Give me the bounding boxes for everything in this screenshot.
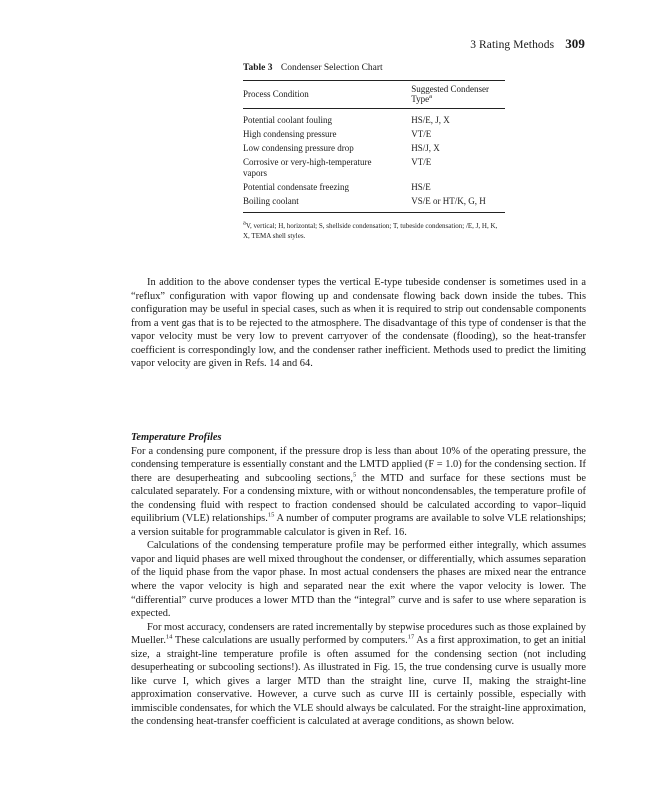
- reference-marker: 5: [352, 471, 357, 479]
- section-heading: Temperature Profiles: [131, 432, 222, 443]
- table-cell: HS/E, J, X: [411, 115, 450, 125]
- footnote-marker: a: [243, 219, 246, 227]
- table-cell: Low condensing pressure drop: [243, 142, 354, 153]
- table-row: [243, 141, 505, 155]
- body-text-top: [131, 276, 586, 371]
- table-row: [243, 127, 505, 141]
- table-row: [243, 180, 505, 194]
- condenser-selection-table: [243, 63, 505, 241]
- table-row: [243, 194, 505, 212]
- reference-marker: 17: [407, 633, 415, 641]
- paragraph-pure-component: [131, 445, 586, 540]
- table-cell: VT/E: [411, 156, 432, 167]
- table-footnote: [243, 221, 505, 241]
- table-caption: [243, 63, 505, 73]
- paragraph-incremental-rating: [131, 621, 586, 729]
- table-title: Condenser Selection Chart: [280, 63, 383, 73]
- table-cell: Corrosive or very-high-temperature vapors: [243, 156, 372, 178]
- table-row: [243, 109, 505, 128]
- table-header-row: [243, 81, 505, 109]
- reference-marker: 14: [165, 633, 173, 641]
- page-number: 309: [565, 36, 585, 51]
- paragraph-text: A number of computer programs are available to solve VLE relationships; a version suitable for programmable calculator is given in Ref. 16.: [131, 513, 586, 538]
- column-header-type: [399, 81, 505, 109]
- table-cell: VT/E: [411, 128, 432, 139]
- column-header-type-text: Suggested Condenser Type: [411, 84, 490, 104]
- reference-marker: 15: [267, 511, 275, 519]
- running-title: 3 Rating Methods: [470, 39, 555, 51]
- table-cell: Potential condensate freezing: [243, 181, 349, 192]
- paragraph-text: For most accuracy, condensers are rated incrementally by stepwise procedures such as those explained by Mueller.: [131, 621, 586, 647]
- table-cell: HS/E: [411, 181, 431, 192]
- table-cell: Potential coolant fouling: [243, 115, 332, 125]
- paragraph-text: For a condensing pure component, if the pressure drop is less than about 10% of the operating pressure, the condensing temperature is essentially constant and the LMTD applied (F = 1.0) for the condensing section. If there are desuperheating and subcooling sections,: [131, 445, 586, 484]
- table-cell: VS/E or HT/K, G, H: [399, 194, 505, 212]
- table-row: [243, 155, 505, 180]
- footnote-text: V, vertical; H, horizontal; S, shellside condensation; T, tubeside condensation; /E, J, H, K, X, TEMA shell styles.: [243, 221, 498, 240]
- table: [243, 80, 505, 213]
- column-footnote-marker: a: [429, 93, 433, 100]
- table-cell: HS/J, X: [411, 142, 440, 153]
- paragraph-reflux: In addition to the above condenser types the vertical E-type tubeside condenser is sometimes used in a “reflux” configuration with vapor flowing up and condensate flowing back down inside the tubes. This configuration may be useful in special cases, such as when it is required to strip out condensable components from a vent gas that is to be rejected to the atmosphere. The disadvantage of this type of condenser is that the vapor velocity must be very low to prevent carryover of the condensate (flooding), so the heat-transfer coefficient is correspondingly low, and the condenser rather inefficient. Methods used to predict the limiting vapor velocity are given in Refs. 14 and 64.: [131, 277, 586, 370]
- paragraph-integral-differential: Calculations of the condensing temperature profile may be performed either integrally, which assumes vapor and liquid phases are well mixed throughout the condenser, or differentially, which assumes separation of the liquid phase from the vapor phase. In most actual condensers the phases are mixed near the entrance where the vapor velocity is high and separated near the exit where the vapor velocity is lower. The “differential” curve produces a lower MTD than the “integral” curve and is safer to use where separation is expected.: [131, 540, 586, 620]
- paragraph-text: These calculations are usually performed by computers.: [172, 635, 408, 647]
- paragraph-text: As a first approximation, to get an initial size, a straight-line temperature profile is often assumed for the condensing section (not including desuperheating or subcooling sections!). As illustrated in Fig. 15, the true condensing curve is usually more like curve I, which gives a larger MTD than the straight line, curve II, making the straight-line approximation conservative. However, a curve such as curve III is certainly possible, especially with immiscible condensates, for which the VLE should always be calculated. For the straight-line approximation, the condensing heat-transfer coefficient is calculated at average conditions, as shown below.: [131, 635, 586, 728]
- body-text-temperature-profiles: [131, 431, 586, 729]
- table-label: Table 3: [243, 63, 273, 73]
- column-header-condition: Process Condition: [243, 81, 399, 109]
- table-cell: Boiling coolant: [243, 194, 399, 212]
- table-cell: High condensing pressure: [243, 128, 337, 139]
- running-head: [470, 36, 585, 52]
- paragraph-text: the MTD and surface for these sections must be calculated separately. For a condensing mixture, with or without noncondensables, the temperature profile of the condensing fluid with respect to fraction condensed should be calculated according to vapor–liquid equilibrium (VLE) relationships.: [131, 472, 586, 525]
